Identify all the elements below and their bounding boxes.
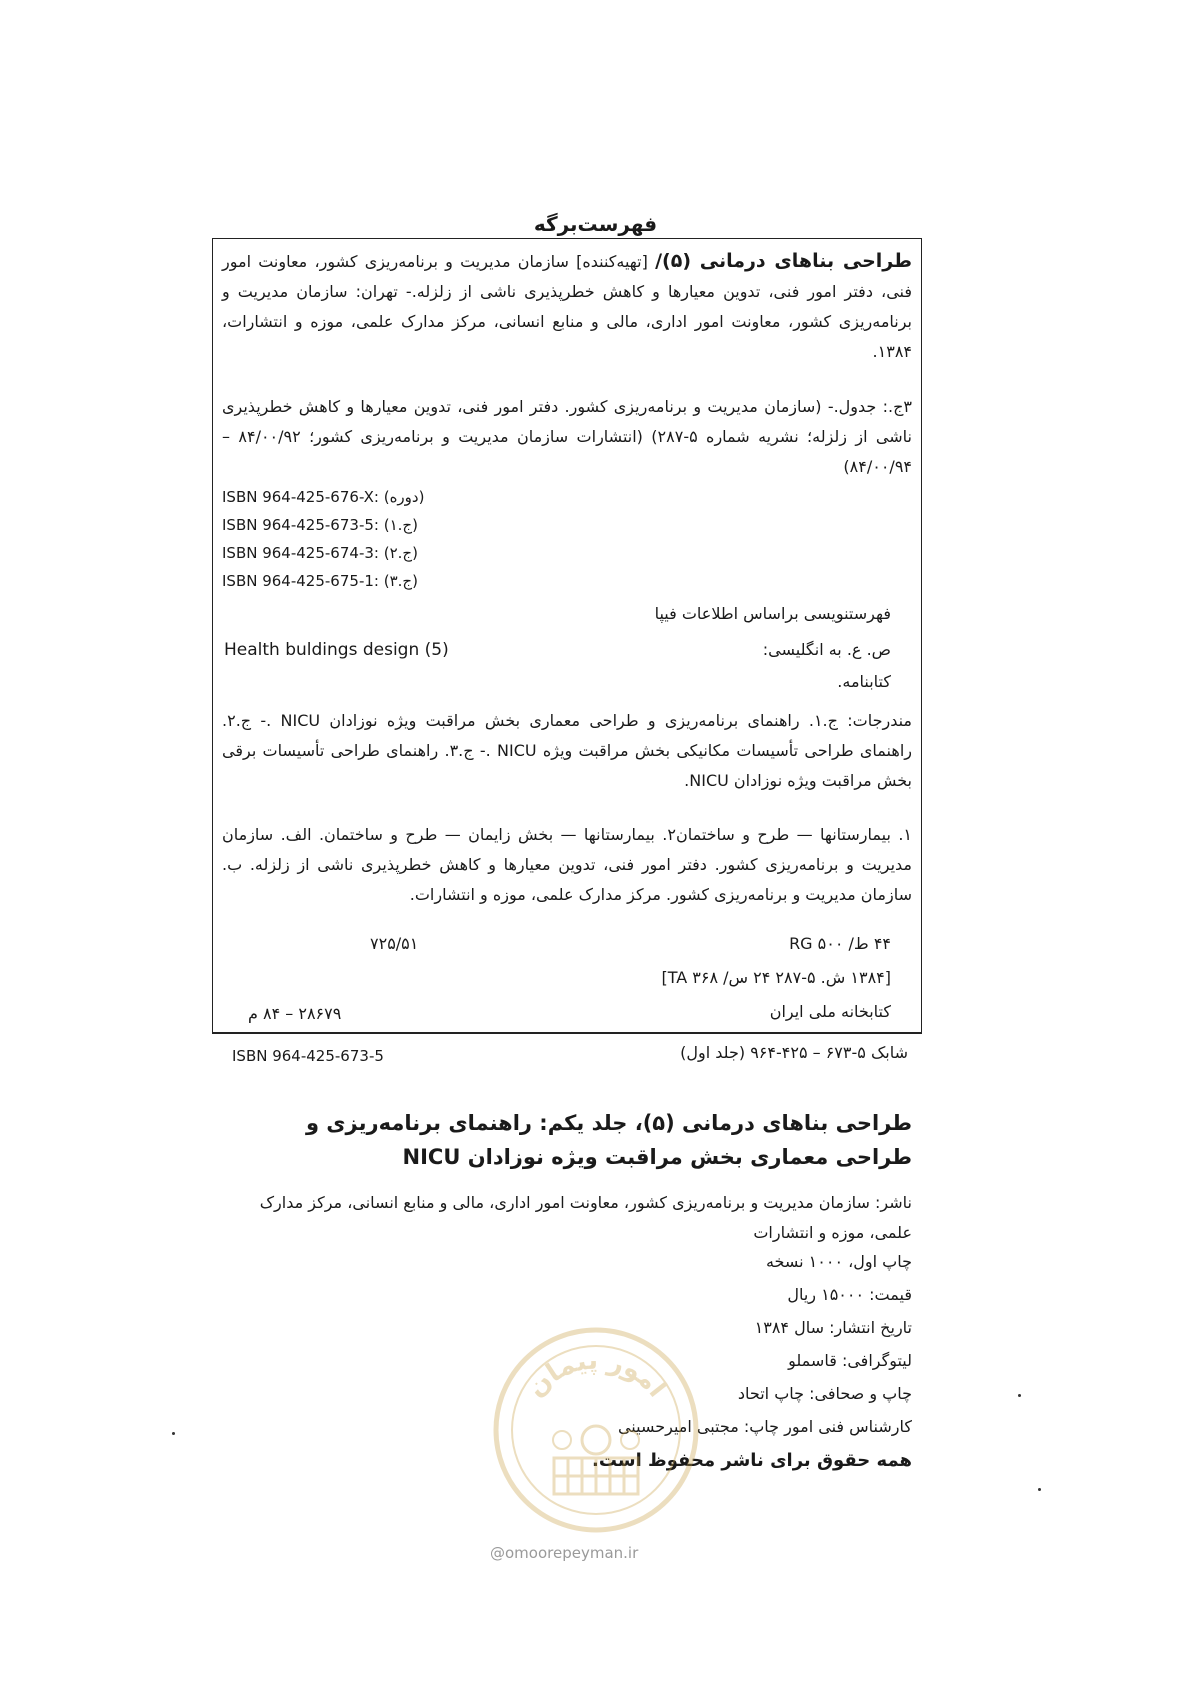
price: قیمت: ۱۵۰۰۰ ریال	[787, 1285, 912, 1304]
english-title-label: ص. ع. به انگلیسی:	[762, 640, 891, 659]
fipa-note: فهرستنویسی براساس اطلاعات فیپا	[654, 604, 891, 623]
isbn-set: ISBN 964-425-676-X: (دوره)	[222, 488, 425, 506]
main-entry-rest: [تهیه‌کننده] سازمان مدیریت و برنامه‌ریزی کشور، معاونت امور فنی، دفتر امور فنی، تدوین معیارها و کاهش خطرپذیری ناشی از زلزله.- تهران: سازمان مدیریت و برنامه‌ریزی کشور، معاونت امور اداری، مالی و منابع انسانی، مرکز مدارک علمی، موزه و انتشارات، ۱۳۸۴.	[222, 252, 912, 361]
speck	[172, 1432, 175, 1435]
isbn-vol-3: ISBN 964-425-675-1: (ج.۳)	[222, 572, 418, 590]
publish-date: تاریخ انتشار: سال ۱۳۸۴	[754, 1318, 912, 1337]
main-entry-title: طراحی بناهای درمانی (۵)/	[655, 250, 912, 272]
contents-note: مندرجات: ج.۱. راهنمای برنامه‌ریزی و طراحی معماری بخش مراقبت ویژه نوزادان NICU .- ج.۲. راهنمای طراحی تأسیسات مکانیکی بخش مراقبت ویژه NICU .- ج.۳. راهنمای طراحی تأسیسات برقی بخش مراقبت ویژه نوزادان NICU.	[222, 711, 912, 790]
edition: چاپ اول، ۱۰۰۰ نسخه	[765, 1252, 912, 1271]
isbn-vol-2: ISBN 964-425-674-3: (ج.۲)	[222, 544, 418, 562]
isbn-vol-1: ISBN 964-425-673-5: (ج.۱)	[222, 516, 418, 534]
main-entry	[222, 246, 912, 367]
seal-text: امور پیمان	[521, 1345, 672, 1404]
speck	[1038, 1488, 1041, 1491]
bibliography-note: کتابنامه.	[837, 672, 891, 691]
lithography: لیتوگرافی: قاسملو	[788, 1351, 912, 1370]
printing: چاپ و صحافی: چاپ اتحاد	[737, 1384, 912, 1403]
speck	[1018, 1394, 1021, 1397]
rights-statement: همه حقوق برای ناشر محفوظ است.	[592, 1450, 912, 1471]
catalog-heading: فهرست‌برگه	[533, 212, 658, 236]
lc-classification: ۴۴ ط/ ۵۰۰ RG	[789, 934, 891, 953]
publisher: ناشر: سازمان مدیریت و برنامه‌ریزی کشور، معاونت امور اداری، مالی و منابع انسانی، مرکز مدارک علمی، موزه و انتشارات	[259, 1193, 912, 1242]
print-expert: کارشناس فنی امور چاپ: مجتبی امیرحسینی	[617, 1417, 912, 1436]
watermark: @omoorepeyman.ir	[490, 1544, 639, 1562]
dewey-classification: ۷۲۵/۵۱	[370, 934, 419, 953]
national-library: کتابخانه ملی ایران	[769, 1002, 891, 1021]
call-number: [۱۳۸۴ ش. ۵-۲۸۷ ۲۴ س/ ۳۶۸ TA]	[661, 968, 891, 987]
subjects-note: ۱. بیمارستانها — طرح و ساختمان۲. بیمارستانها — بخش زایمان — طرح و ساختمان. الف. سازمان مدیریت و برنامه‌ریزی کشور. دفتر امور فنی، تدوین معیارها و کاهش خطرپذیری ناشی از زلزله. ب. سازمان مدیریت و برنامه‌ریزی کشور. مرکز مدارک علمی، موزه و انتشارات.	[222, 825, 912, 904]
national-number: ۲۸۶۷۹ – ۸۴ م	[248, 1004, 342, 1023]
series-note: ۳ج.: جدول.- (سازمان مدیریت و برنامه‌ریزی کشور. دفتر امور فنی، تدوین معیارها و کاهش خطرپذیری ناشی از زلزله؛ نشریه شماره ۵-۲۸۷) (انتشارات سازمان مدیریت و برنامه‌ریزی کشور؛ ۸۴/۰۰/۹۲ – ۸۴/۰۰/۹۴)	[222, 397, 912, 476]
seal-icon	[488, 1322, 704, 1538]
isbn-latin: ISBN 964-425-673-5	[232, 1047, 384, 1065]
english-title: Health buldings design (5)	[224, 640, 449, 660]
book-title: طراحی بناهای درمانی (۵)، جلد یکم: راهنمای برنامه‌ریزی و طراحی معماری بخش مراقبت ویژه نوزادان NICU	[305, 1111, 912, 1169]
shabak: شابک ۵-۶۷۳ – ۴۲۵-۹۶۴ (جلد اول)	[680, 1043, 908, 1062]
